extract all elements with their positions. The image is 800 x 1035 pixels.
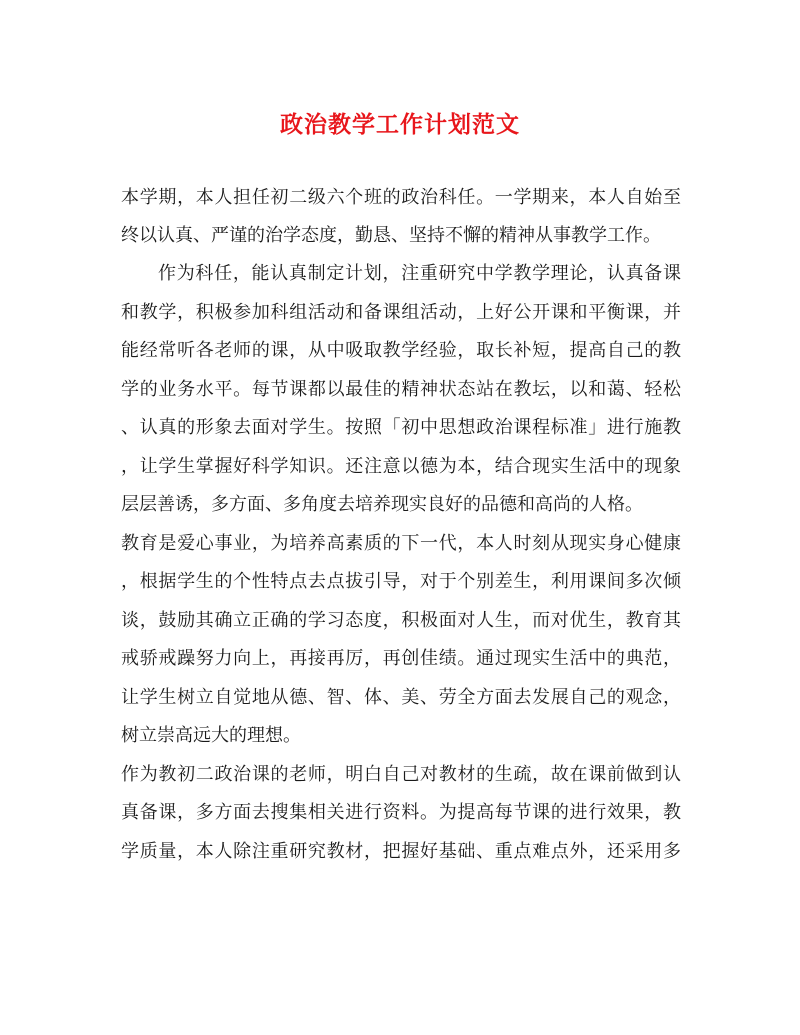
paragraph-line: 让学生树立自觉地从德、智、体、美、劳全方面去发展自己的观念，	[121, 687, 681, 708]
paragraph-line: 、认真的形象去面对学生。按照「初中思想政治课程标准」进行施教	[121, 417, 681, 438]
paragraph-line: 学的业务水平。每节课都以最佳的精神状态站在教坛，以和蔼、轻松	[121, 379, 681, 400]
paragraph-line: 树立崇高远大的理想。	[121, 725, 301, 746]
paragraph-line: 真备课，多方面去搜集相关进行资料。为提高每节课的进行效果，教	[121, 802, 681, 823]
paragraph-line: 谈，鼓励其确立正确的学习态度，积极面对人生，而对优生，教育其	[121, 610, 681, 631]
paragraph-line: ，根据学生的个性特点去点拔引导，对于个别差生，利用课间多次倾	[121, 571, 681, 592]
paragraph-line: 戒骄戒躁努力向上，再接再厉，再创佳绩。通过现实生活中的典范，	[121, 648, 681, 669]
paragraph-line: 学质量，本人除注重研究教材，把握好基础、重点难点外，还采用多	[121, 841, 681, 862]
document-title: 政治教学工作计划范文	[280, 111, 520, 138]
paragraph-line: 本学期，本人担任初二级六个班的政治科任。一学期来，本人自始至	[121, 187, 681, 208]
paragraph-line: ，让学生掌握好科学知识。还注意以德为本，结合现实生活中的现象	[121, 456, 681, 477]
paragraph-line: 和教学，积极参加科组活动和备课组活动，上好公开课和平衡课，并	[121, 302, 681, 323]
paragraph-line: 作为教初二政治课的老师，明白自己对教材的生疏，故在课前做到认	[121, 764, 681, 785]
paragraph-line: 作为科任，能认真制定计划，注重研究中学教学理论，认真备课	[158, 263, 681, 284]
paragraph-line: 层层善诱，多方面、多角度去培养现实良好的品德和高尚的人格。	[121, 494, 643, 515]
paragraph-line: 能经常听各老师的课，从中吸取教学经验，取长补短，提高自己的教	[121, 340, 681, 361]
paragraph-line: 终以认真、严谨的治学态度，勤恳、坚持不懈的精神从事教学工作。	[121, 225, 661, 246]
paragraph-line: 教育是爱心事业，为培养高素质的下一代，本人时刻从现实身心健康	[121, 533, 681, 554]
